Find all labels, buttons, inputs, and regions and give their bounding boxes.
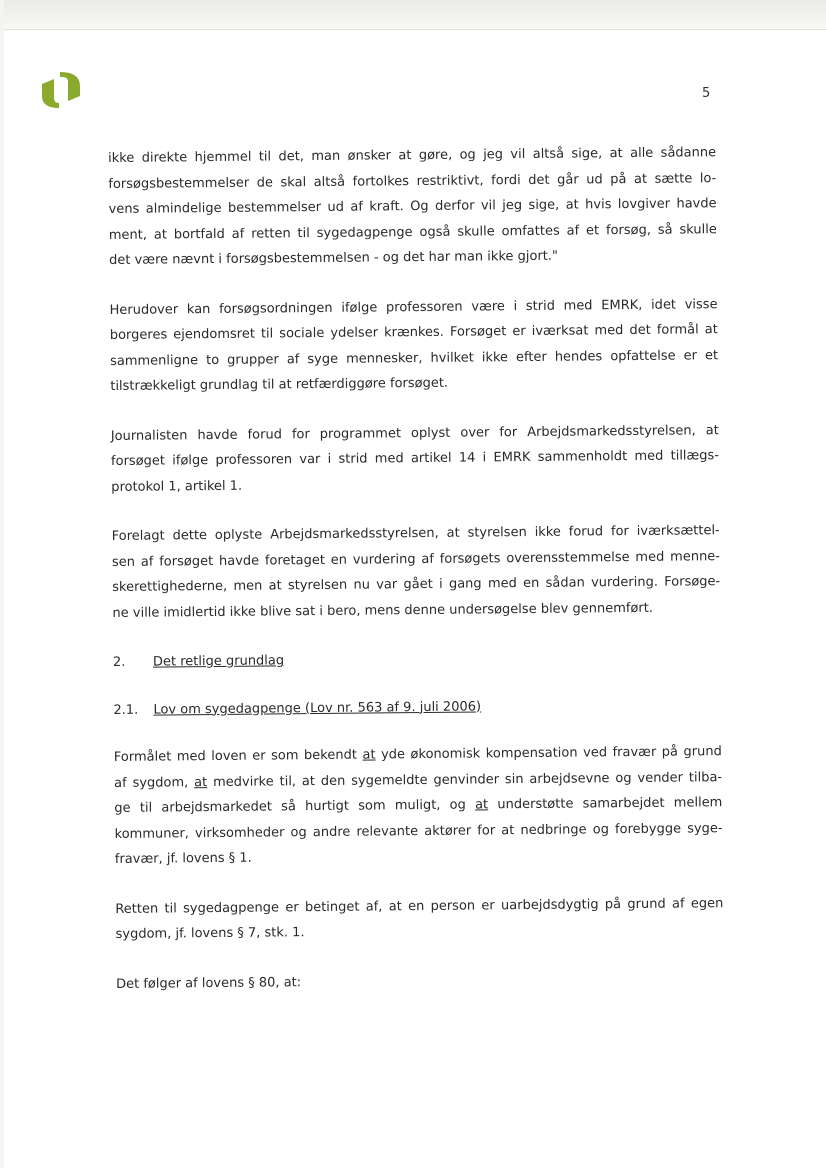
text-line: Journalisten havde forud for programmet oplyst over for Arbejdsmarkedsstyrelsen, at [110,422,719,444]
paragraph-emrk [109,292,718,400]
paragraph-quote-end [108,140,717,273]
scan-edge [4,29,826,30]
page-number: 5 [702,86,711,101]
section-heading-2-1 [113,692,721,723]
document-body [108,140,724,1021]
section-number: 2.1. [113,702,139,718]
scan-top-band [0,0,826,30]
emphasis-at: at [362,747,376,763]
text-line: Forelagt dette oplyste Arbejdsmarkedsstyrelsen, at styrelsen ikke forud for iværksættel- [111,523,720,544]
emphasis-at: at [194,774,208,790]
paragraph-journalist [111,418,720,500]
section-heading-2 [113,644,721,675]
paragraph-styrelsen [112,518,721,626]
emphasis-at: at [474,797,489,813]
text-line: sammenligne to grupper af syge mennesker, hvilket ikke efter hendes opfattelse er et [109,347,719,369]
text-line: sygdom, jf. lovens § 7, stk. 1. [115,925,305,942]
text-line: sen af forsøget havde foretaget en vurdering af forsøgets overensstemmelse med menne- [111,548,721,570]
logo-icon [40,70,82,108]
text-line: forsøgsbestemmelser de skal altså fortolkes restriktivt, fordi det går ud på at sætte lo- [108,170,717,192]
text-line: Herudover kan forsøgsordningen ifølge professoren være i strid med EMRK, idet visse [109,296,718,318]
text-line: ne ville imidlertid ikke blive sat i bero, mens denne undersøgelse blev gennemført. [112,600,654,621]
text-fragment: ge til arbejdsmarkedet så hurtigt som muligt, og [114,797,476,816]
text-line: fravær, jf. lovens § 1. [114,850,252,867]
text-line: protokol 1, artikel 1. [111,478,243,495]
text-line: det være nævnt i forsøgsbestemmelsen - og det har man ikke gjort." [109,248,559,268]
text-line: borgeres ejendomsret til sociale ydelser krænkes. Forsøget er iværksat med det formål at [109,322,718,343]
text-line: ikke direkte hjemmel til det, man ønsker at gøre, og jeg vil altså sige, at alle sådanne [108,145,717,166]
text-line: Det følger af lovens § 80, at: [115,974,302,992]
section-number: 2. [112,654,126,670]
paragraph-formaal [114,739,723,872]
text-line: skerettighederne, men at styrelsen nu var gået i gang med en sådan vurdering. Forsøge- [112,574,721,595]
paragraph-paragraf-80 [116,966,724,997]
text-fragment: Formålet med loven er som bekendt [113,747,363,765]
text-line: forsøget ifølge professoren var i strid med artikel 14 i EMRK sammenholdt med tillægs- [110,448,720,469]
text-fragment: yde økonomisk kompensation ved fravær på grund [375,744,722,763]
text-fragment: medvirke til, at den sygemeldte genvinder sin arbejdsevne og vender tilba- [207,769,723,790]
section-title: Lov om sygedagpenge (Lov nr. 563 af 9. juli 2006) [153,698,482,718]
section-title: Det retlige grundlag [152,653,285,670]
text-fragment: af sygdom, [114,774,195,791]
text-line: Retten til sygedagpenge er betinget af, at en person er uarbejdsdygtig på grund af egen [115,895,724,917]
text-line: vens almindelige bestemmelser ud af kraft. Og derfor vil jeg sige, at hvis lovgiver havde [108,196,717,217]
paragraph-retten [115,891,723,948]
text-fragment: understøtte samarbejdet mellem [488,795,723,813]
text-line: kommuner, virksomheder og andre relevante aktører for at nedbringe og forebygge syge- [114,820,723,842]
text-line: tilstrækkeligt grundlag til at retfærdiggøre forsøget. [110,375,449,394]
text-line: ment, at bortfald af retten til sygedagpenge også skulle omfattes af et forsøg, så skulle [108,221,717,243]
